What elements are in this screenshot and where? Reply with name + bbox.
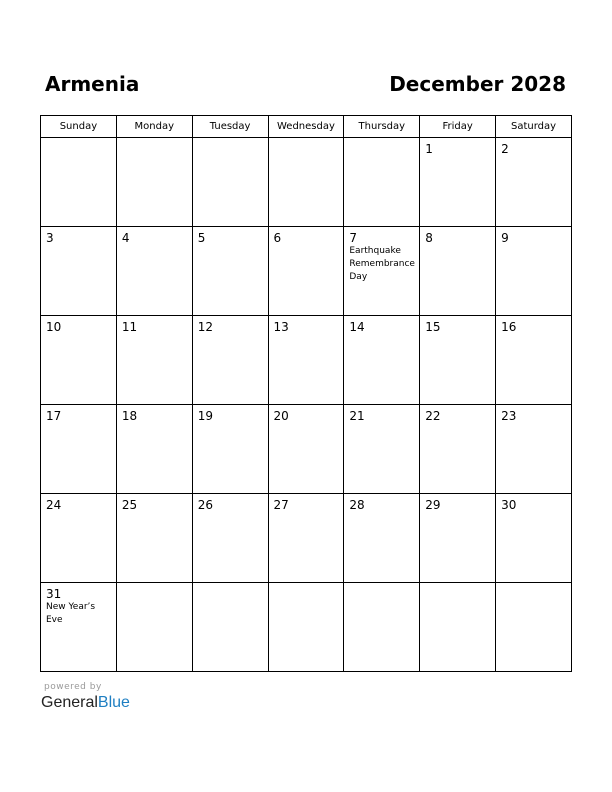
month-title: December 2028 (389, 72, 566, 96)
day-number: 16 (501, 320, 517, 334)
day-cell-18 (116, 405, 192, 494)
powered-by-label: powered by (44, 682, 102, 692)
day-number: 2 (501, 142, 509, 156)
day-cell-20 (268, 405, 344, 494)
day-cell-31 (41, 583, 117, 672)
weekday-monday: Monday (116, 116, 192, 138)
day-cell-26 (192, 494, 268, 583)
day-cell-1 (420, 138, 496, 227)
weekday-header-row (41, 116, 572, 138)
day-cell-6 (268, 227, 344, 316)
day-number: 31 (46, 587, 62, 601)
day-cell-10 (41, 316, 117, 405)
day-cell-13 (268, 316, 344, 405)
day-cell-23 (496, 405, 572, 494)
day-cell-24 (41, 494, 117, 583)
day-number: 1 (425, 142, 433, 156)
day-number: 12 (197, 320, 213, 334)
day-cell-3 (41, 227, 117, 316)
day-cell-2 (496, 138, 572, 227)
day-number: 26 (197, 498, 213, 512)
weekday-tuesday: Tuesday (192, 116, 268, 138)
empty-day-cell (116, 138, 192, 227)
day-number: 18 (121, 409, 138, 423)
day-number: 27 (273, 498, 289, 512)
weekday-friday: Friday (420, 116, 496, 138)
day-cell-14 (344, 316, 420, 405)
day-number: 21 (349, 409, 365, 423)
empty-day-cell (496, 583, 572, 672)
day-number: 30 (501, 498, 517, 512)
day-number: 14 (349, 320, 365, 334)
weekday-sunday: Sunday (41, 116, 117, 138)
day-number: 10 (46, 320, 62, 334)
day-cell-15 (420, 316, 496, 405)
day-number: 5 (197, 231, 206, 245)
day-number: 9 (501, 231, 509, 245)
empty-day-cell (192, 138, 268, 227)
day-cell-27 (268, 494, 344, 583)
day-cell-4 (116, 227, 192, 316)
week-row (41, 316, 572, 405)
empty-day-cell (344, 583, 420, 672)
day-number: 4 (121, 231, 130, 245)
day-cell-16 (496, 316, 572, 405)
empty-day-cell (268, 583, 344, 672)
day-cell-21 (344, 405, 420, 494)
week-row (41, 405, 572, 494)
day-cell-5 (192, 227, 268, 316)
day-number: 23 (501, 409, 517, 423)
day-number: 25 (121, 498, 138, 512)
brand-general-text: General (41, 694, 98, 711)
day-cell-7 (344, 227, 420, 316)
day-cell-19 (192, 405, 268, 494)
day-cell-25 (116, 494, 192, 583)
empty-day-cell (420, 583, 496, 672)
day-number: 22 (425, 409, 441, 423)
day-number: 13 (273, 320, 289, 334)
day-cell-29 (420, 494, 496, 583)
day-number: 6 (273, 231, 282, 245)
week-row (41, 494, 572, 583)
day-cell-9 (496, 227, 572, 316)
holiday-label: New Year’s Eve (46, 602, 96, 625)
generalblue-logo[interactable] (41, 693, 130, 713)
day-cell-11 (116, 316, 192, 405)
day-cell-30 (496, 494, 572, 583)
empty-day-cell (344, 138, 420, 227)
day-number: 3 (46, 231, 54, 245)
day-number: 15 (425, 320, 441, 334)
brand-blue-text: Blue (97, 694, 130, 711)
calendar-grid (40, 115, 572, 672)
day-cell-28 (344, 494, 420, 583)
day-cell-22 (420, 405, 496, 494)
day-number: 8 (425, 231, 433, 245)
weekday-wednesday: Wednesday (268, 116, 344, 138)
country-title: Armenia (45, 72, 140, 96)
day-number: 29 (425, 498, 441, 512)
day-number: 17 (46, 409, 62, 423)
empty-day-cell (116, 583, 192, 672)
day-cell-12 (192, 316, 268, 405)
day-number: 20 (273, 409, 289, 423)
week-row (41, 583, 572, 672)
day-cell-8 (420, 227, 496, 316)
day-number: 19 (197, 409, 213, 423)
empty-day-cell (41, 138, 117, 227)
holiday-label: Earthquake Remembrance Day (349, 246, 415, 282)
weekday-thursday: Thursday (344, 116, 420, 138)
weekday-saturday: Saturday (496, 116, 572, 138)
empty-day-cell (192, 583, 268, 672)
week-row (41, 227, 572, 316)
day-number: 7 (349, 231, 358, 245)
day-number: 28 (349, 498, 365, 512)
week-row (41, 138, 572, 227)
empty-day-cell (268, 138, 344, 227)
day-cell-17 (41, 405, 117, 494)
day-number: 24 (46, 498, 62, 512)
day-number: 11 (121, 320, 138, 334)
